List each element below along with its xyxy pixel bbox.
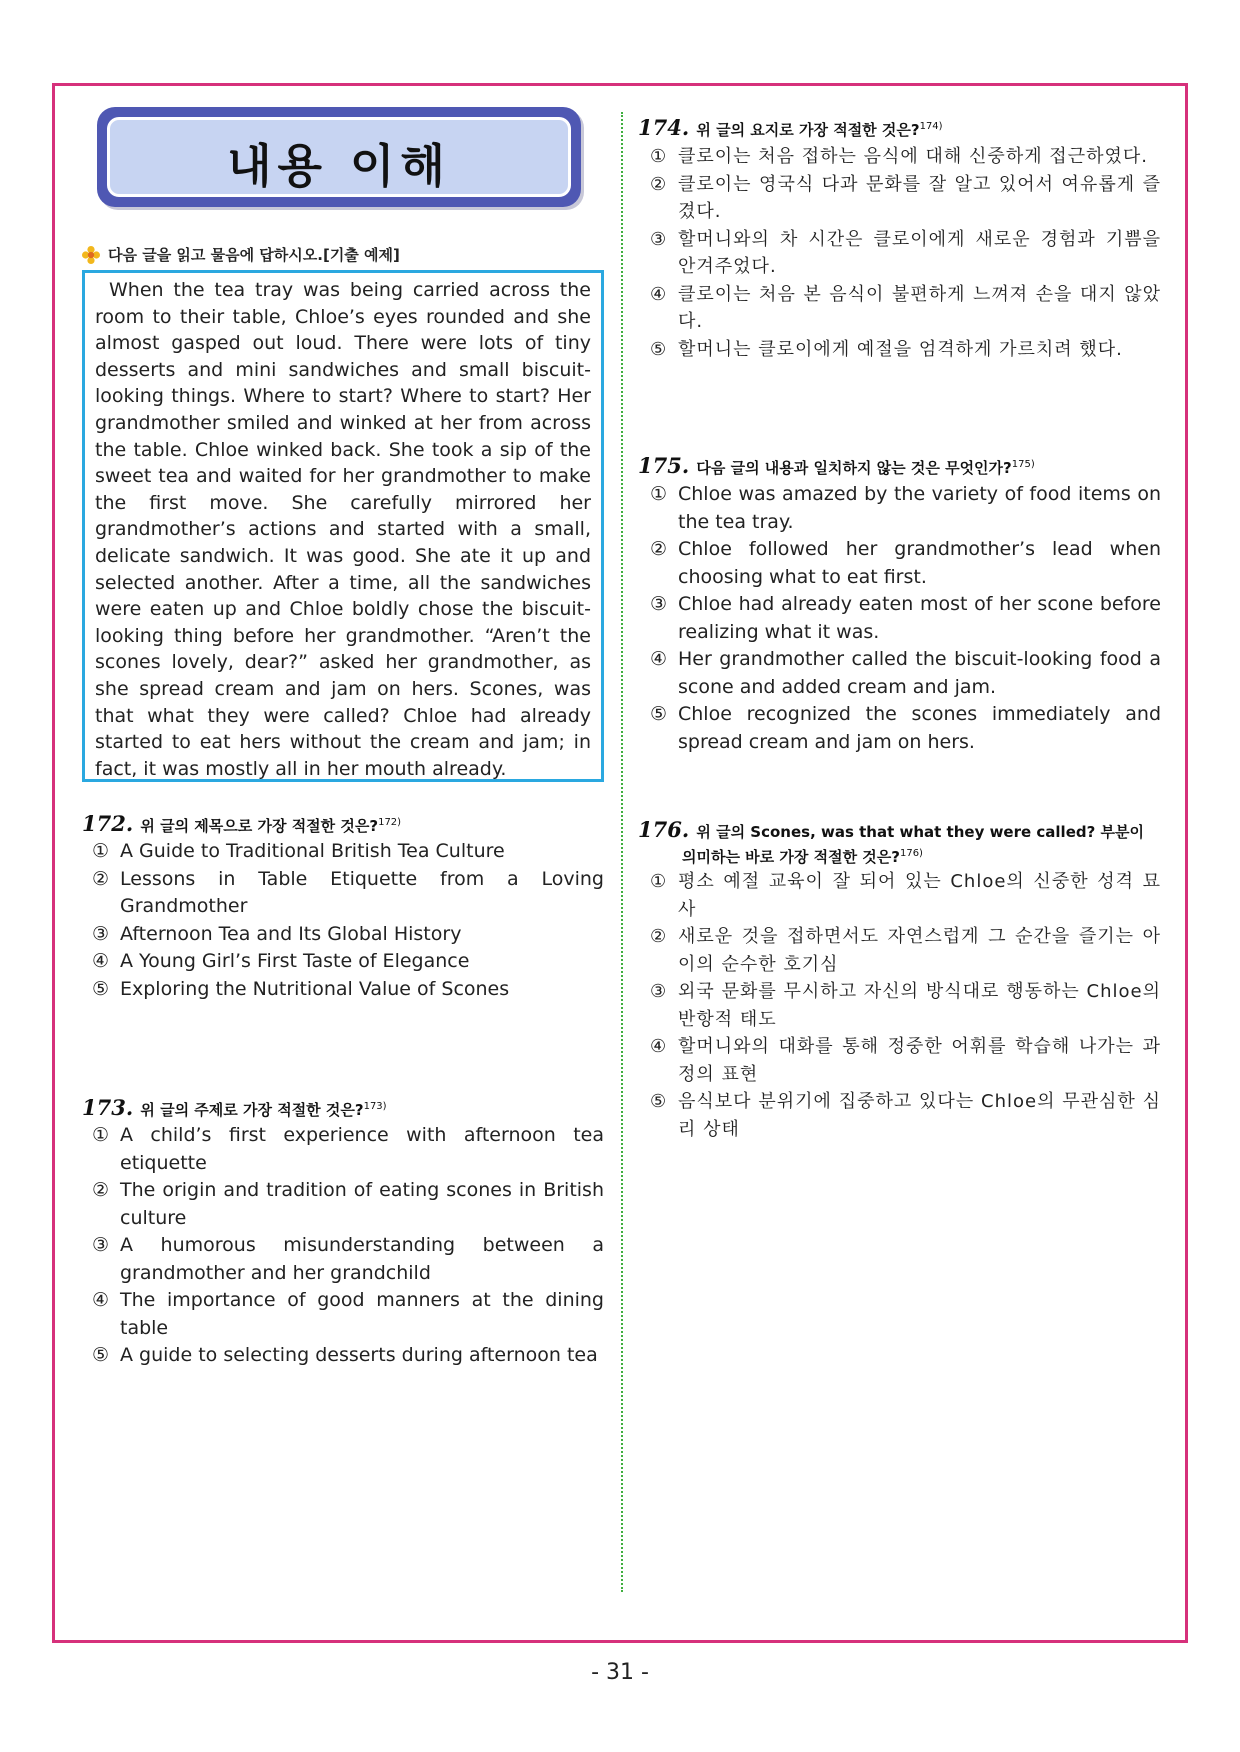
option-text: 클로이는 처음 접하는 음식에 대해 신중하게 접근하였다.	[678, 146, 1148, 167]
option-text: Afternoon Tea and Its Global History	[120, 922, 462, 945]
option[interactable]	[650, 481, 1161, 536]
option-mark: ③	[650, 228, 668, 250]
footnote-ref: 176)	[899, 848, 923, 859]
instruction-text: 다음 글을 읽고 물음에 답하시오.[기출 예제]	[108, 246, 400, 264]
option[interactable]	[92, 1177, 604, 1232]
instruction	[82, 244, 400, 265]
option-mark: ②	[650, 173, 668, 195]
reading-passage: When the tea tray was being carried across the room to their table, Chloe’s eyes rounded and she almost gasped out loud. There were lots of tiny desserts and mini sandwiches and small biscuit-looking things. Where to start? Where to start? Her grandmother smiled and winked at her from across the table. Chloe winked back. She took a sip of the sweet tea and waited for her grandmother to make the first move. She carefully mirrored her grandmother’s actions and started with a small, delicate sandwich. It was good. She ate it up and selected another. After a time, all the sandwiches were eaten up and Chloe boldly chose the biscuit-looking thing before her grandmother. “Aren’t the scones lovely, dear?” asked her grandmother, as she spread cream and jam on hers. Scones, was that what they were called? Chloe had already started to eat hers without the cream and jam; in fact, it was mostly all in her mouth already.	[82, 270, 604, 782]
option-text: The origin and tradition of eating scones in British culture	[120, 1179, 604, 1229]
option-mark: ①	[650, 483, 668, 505]
option[interactable]	[650, 536, 1161, 591]
options-176	[650, 868, 1161, 1143]
footnote-ref: 173)	[363, 1101, 387, 1112]
option-mark: ③	[650, 981, 668, 1002]
option-text: 할머니는 클로이에게 예절을 엄격하게 가르치려 했다.	[678, 338, 1123, 360]
section-banner-inner	[107, 117, 571, 197]
option-mark: ①	[650, 146, 668, 167]
option-text: 음식보다 분위기에 집중하고 있다는 Chloe의 무관심한 심리 상태	[678, 1091, 1161, 1140]
option-text: A Young Girl’s First Taste of Elegance	[120, 950, 470, 972]
question-number: 174.	[638, 115, 690, 140]
footnote-ref: 174)	[919, 121, 943, 132]
question-number: 173.	[82, 1095, 134, 1120]
option-text: Chloe had already eaten most of her scone before realizing what it was.	[678, 593, 1161, 643]
option-mark: ④	[650, 283, 668, 305]
option[interactable]	[650, 1033, 1161, 1088]
option-mark: ⑤	[650, 703, 668, 725]
option-mark: ③	[92, 1234, 110, 1256]
option-mark: ④	[650, 648, 668, 670]
column-divider	[621, 112, 623, 1592]
question-prompt: 다음 글의 내용과 일치하지 않는 것은 무엇인가?	[696, 459, 1012, 477]
option-text: Chloe was amazed by the variety of food items on the tea tray.	[678, 483, 1161, 533]
option[interactable]	[650, 591, 1161, 646]
option-mark: ②	[650, 538, 668, 560]
option[interactable]	[92, 866, 604, 921]
option-text: 할머니와의 대화를 통해 정중한 어휘를 학습해 나가는 과정의 표현	[678, 1036, 1161, 1085]
question-prompt-cont: 의미하는 바로 가장 적절한 것은?	[682, 848, 900, 866]
option-mark: ①	[92, 1124, 110, 1146]
option[interactable]	[650, 336, 1161, 364]
footnote-ref: 172)	[378, 817, 402, 828]
option-text: A guide to selecting desserts during afternoon tea	[120, 1344, 598, 1366]
option[interactable]	[92, 1342, 604, 1370]
option-mark: ④	[92, 950, 110, 972]
option-mark: ⑤	[92, 1344, 110, 1366]
question-prompt: 위 글의 요지로 가장 적절한 것은?	[696, 121, 920, 139]
question-173	[82, 1096, 604, 1121]
option[interactable]	[650, 868, 1161, 923]
option-text: Chloe recognized the scones immediately and spread cream and jam on hers.	[678, 703, 1161, 753]
option[interactable]	[650, 143, 1161, 171]
question-number: 172.	[82, 811, 134, 836]
options-174	[650, 143, 1161, 363]
question-176	[638, 819, 1161, 868]
question-prompt: 위 글의 주제로 가장 적절한 것은?	[140, 1101, 364, 1119]
option[interactable]	[650, 171, 1161, 226]
option-mark: ②	[92, 1179, 110, 1201]
option-mark: ①	[92, 840, 110, 862]
options-173	[92, 1122, 604, 1370]
option[interactable]	[92, 1287, 604, 1342]
option-text: 클로이는 처음 본 음식이 불편하게 느껴져 손을 대지 않았다.	[678, 283, 1161, 332]
option-text: A humorous misunderstanding between a grandmother and her grandchild	[120, 1234, 604, 1284]
options-172	[92, 838, 604, 1003]
option[interactable]	[92, 948, 604, 976]
option[interactable]	[650, 978, 1161, 1033]
option-mark: ⑤	[92, 977, 110, 1000]
option-text: The importance of good manners at the dining table	[120, 1289, 604, 1339]
option[interactable]	[650, 281, 1161, 336]
option-mark: ⑤	[650, 338, 668, 360]
option-text: Chloe followed her grandmother’s lead when choosing what to eat first.	[678, 538, 1161, 588]
option-mark: ②	[650, 926, 668, 947]
option[interactable]	[650, 1088, 1161, 1143]
option[interactable]	[92, 838, 604, 866]
question-175	[638, 454, 1161, 479]
option-mark: ⑤	[650, 1091, 668, 1112]
option-text: 새로운 것을 접하면서도 자연스럽게 그 순간을 즐기는 아이의 순수한 호기심	[678, 926, 1161, 975]
section-title: 내용 이해	[227, 139, 451, 193]
option[interactable]	[650, 646, 1161, 701]
option[interactable]	[650, 701, 1161, 756]
option[interactable]	[650, 923, 1161, 978]
option-mark: ②	[92, 867, 110, 890]
option[interactable]	[92, 921, 604, 949]
options-175	[650, 481, 1161, 756]
option[interactable]	[92, 1122, 604, 1177]
option[interactable]	[650, 226, 1161, 281]
flower-icon	[82, 246, 100, 264]
option-mark: ③	[92, 922, 110, 945]
question-172	[82, 812, 604, 837]
option[interactable]	[92, 1232, 604, 1287]
option-text: 할머니와의 차 시간은 클로이에게 새로운 경험과 기쁨을 안겨주었다.	[678, 228, 1161, 277]
option-text: 외국 문화를 무시하고 자신의 방식대로 행동하는 Chloe의 반항적 태도	[678, 981, 1161, 1030]
option-text: A child’s first experience with afternoon tea etiquette	[120, 1124, 604, 1174]
option-text: 클로이는 영국식 다과 문화를 잘 알고 있어서 여유롭게 즐겼다.	[678, 173, 1161, 222]
section-banner	[97, 107, 581, 207]
question-174	[638, 116, 1161, 141]
page-number: - 31 -	[591, 1660, 649, 1685]
option-text: A Guide to Traditional British Tea Culture	[120, 840, 505, 862]
question-number: 175.	[638, 453, 690, 478]
question-prompt: 위 글의 제목으로 가장 적절한 것은?	[140, 817, 379, 835]
option-text: 평소 예절 교육이 잘 되어 있는 Chloe의 신중한 성격 묘사	[678, 871, 1161, 920]
option-mark: ④	[650, 1036, 668, 1057]
option[interactable]	[92, 976, 604, 1004]
footnote-ref: 175)	[1011, 459, 1035, 470]
option-mark: ①	[650, 871, 668, 892]
question-number: 176.	[638, 817, 690, 842]
option-mark: ③	[650, 593, 668, 615]
option-text: Exploring the Nutritional Value of Scones	[120, 977, 510, 1000]
option-text: Her grandmother called the biscuit-looking food a scone and added cream and jam.	[678, 648, 1161, 698]
question-prompt: 위 글의 Scones, was that what they were called? 부분이	[696, 823, 1144, 841]
option-text: Lessons in Table Etiquette from a Loving Grandmother	[120, 867, 604, 917]
option-mark: ④	[92, 1289, 110, 1311]
